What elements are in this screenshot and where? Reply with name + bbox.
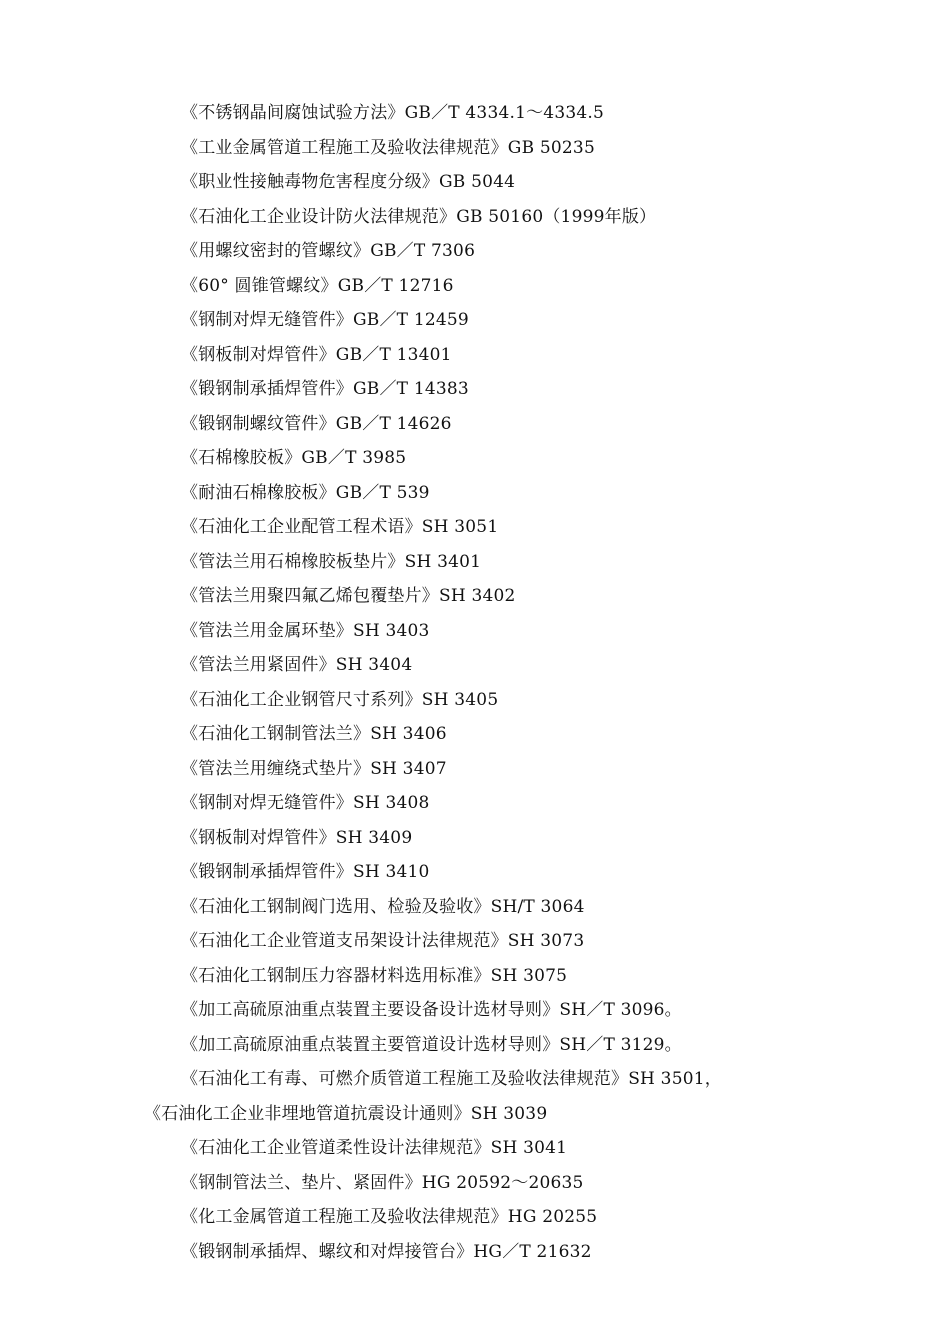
reference-line: 《钢板制对焊管件》SH 3409 bbox=[181, 827, 413, 848]
reference-line: 《锻钢制承插焊管件》SH 3410 bbox=[181, 862, 430, 882]
reference-line: 《60° 圆锥管螺纹》GB／T 12716 bbox=[181, 275, 454, 296]
reference-line: 《石油化工企业管道支吊架设计法律规范》SH 3073 bbox=[181, 931, 585, 951]
reference-line: 《石油化工企业钢管尺寸系列》SH 3405 bbox=[181, 689, 499, 710]
reference-line: 《钢制对焊无缝管件》GB／T 12459 bbox=[181, 310, 469, 330]
reference-line: 《加工高硫原油重点装置主要设备设计选材导则》SH／T 3096。 bbox=[181, 1000, 682, 1020]
reference-line: 《管法兰用金属环垫》SH 3403 bbox=[181, 620, 430, 641]
reference-line: 《石油化工企业非埋地管道抗震设计通则》SH 3039 bbox=[144, 1103, 548, 1124]
reference-line: 《不锈钢晶间腐蚀试验方法》GB／T 4334.1～4334.5 bbox=[181, 103, 604, 123]
reference-line: 《石棉橡胶板》GB／T 3985 bbox=[181, 448, 407, 468]
reference-line: 《耐油石棉橡胶板》GB／T 539 bbox=[181, 482, 430, 503]
reference-standards-list bbox=[144, 96, 904, 1269]
reference-line: 《石油化工企业设计防火法律规范》GB 50160（1999年版） bbox=[181, 206, 657, 227]
reference-line: 《化工金属管道工程施工及验收法律规范》HG 20255 bbox=[181, 1207, 598, 1227]
reference-line: 《管法兰用紧固件》SH 3404 bbox=[181, 655, 413, 675]
reference-line: 《钢制对焊无缝管件》SH 3408 bbox=[181, 793, 430, 813]
reference-line: 《锻钢制螺纹管件》GB／T 14626 bbox=[181, 413, 452, 434]
reference-line: 《石油化工有毒、可燃介质管道工程施工及验收法律规范》SH 3501， bbox=[181, 1069, 722, 1089]
reference-line: 《职业性接触毒物危害程度分级》GB 5044 bbox=[181, 172, 516, 192]
reference-line: 《石油化工钢制管法兰》SH 3406 bbox=[181, 724, 447, 744]
reference-line: 《钢板制对焊管件》GB／T 13401 bbox=[181, 344, 452, 365]
reference-line: 《石油化工企业管道柔性设计法律规范》SH 3041 bbox=[181, 1138, 568, 1158]
reference-line: 《石油化工企业配管工程术语》SH 3051 bbox=[181, 517, 499, 537]
reference-line: 《管法兰用缠绕式垫片》SH 3407 bbox=[181, 758, 447, 779]
reference-line: 《加工高硫原油重点装置主要管道设计选材导则》SH／T 3129。 bbox=[181, 1034, 682, 1055]
reference-line: 《管法兰用聚四氟乙烯包覆垫片》SH 3402 bbox=[181, 586, 516, 606]
reference-line: 《石油化工钢制阀门选用、检验及验收》SH/T 3064 bbox=[181, 896, 585, 917]
reference-line: 《管法兰用石棉橡胶板垫片》SH 3401 bbox=[181, 551, 482, 572]
reference-line: 《用螺纹密封的管螺纹》GB／T 7306 bbox=[181, 241, 476, 261]
reference-line: 《石油化工钢制压力容器材料选用标准》SH 3075 bbox=[181, 965, 568, 986]
reference-line: 《锻钢制承插焊、螺纹和对焊接管台》HG／T 21632 bbox=[181, 1241, 592, 1262]
reference-line: 《钢制管法兰、垫片、紧固件》HG 20592～20635 bbox=[181, 1172, 584, 1193]
reference-line: 《工业金属管道工程施工及验收法律规范》GB 50235 bbox=[181, 137, 595, 158]
reference-line: 《锻钢制承插焊管件》GB／T 14383 bbox=[181, 379, 469, 399]
